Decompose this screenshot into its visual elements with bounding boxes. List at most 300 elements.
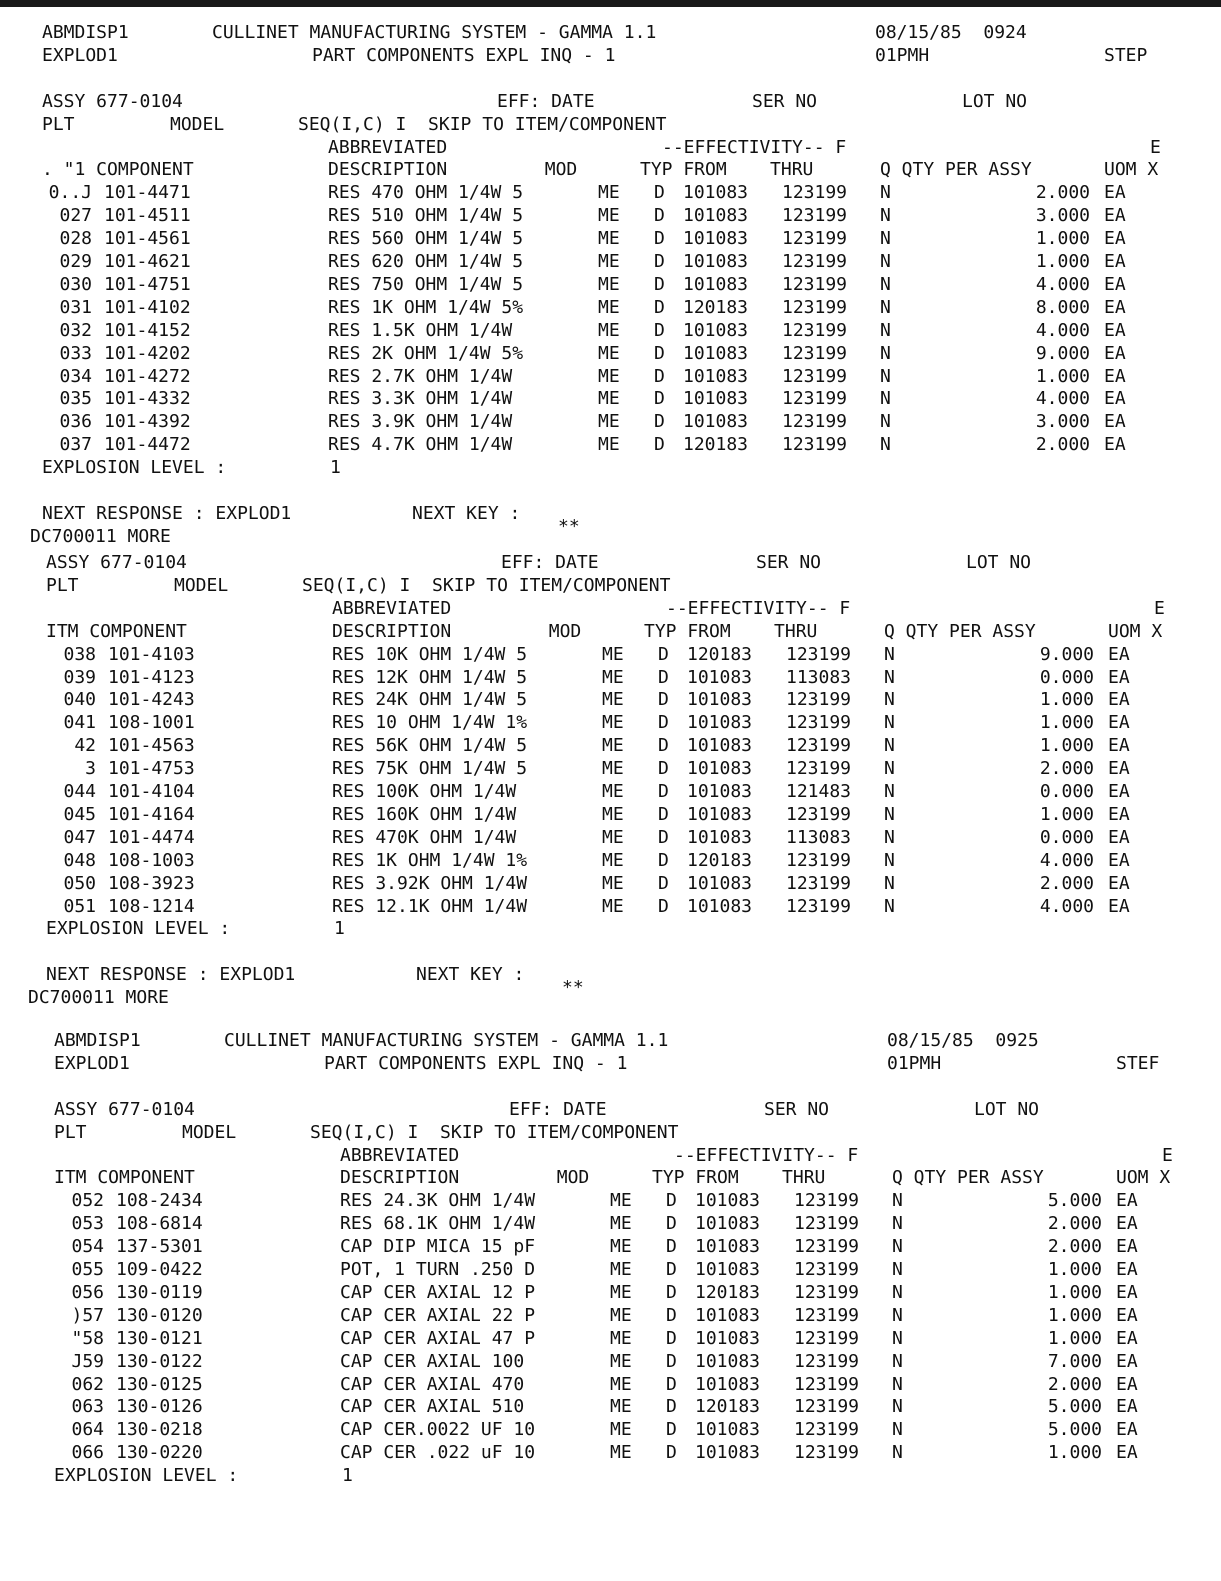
screen-title: PART COMPONENTS EXPL INQ - 1	[312, 44, 616, 66]
description: RES 510 OHM 1/4W 5	[328, 205, 524, 227]
description: RES 560 OHM 1/4W 5	[328, 228, 524, 250]
top-rule	[0, 0, 1221, 7]
explosion-level-label: EXPLOSION LEVEL :	[54, 1465, 239, 1487]
lot-no-label: LOT NO	[974, 1098, 1040, 1120]
description: RES 1K OHM 1/4W 5%	[328, 296, 524, 318]
typ-code: D	[666, 1396, 677, 1418]
eff-date-label: EFF: DATE	[497, 90, 595, 112]
component-number: 109-0422	[116, 1259, 203, 1280]
q-flag: N	[892, 1236, 903, 1258]
header-itm-component: ITM COMPONENT	[46, 620, 187, 642]
assy-number: ASSY 677-0104	[42, 90, 183, 112]
ser-no-label: SER NO	[752, 90, 818, 112]
typ-code: D	[666, 1236, 677, 1258]
e-label: E	[1162, 1144, 1173, 1166]
item-number: 050	[63, 872, 96, 894]
mod-code: ME	[602, 689, 624, 711]
system-title: CULLINET MANUFACTURING SYSTEM - GAMMA 1.1	[224, 1030, 669, 1051]
abbreviated-label: ABBREVIATED	[332, 597, 452, 619]
table-row	[54, 1213, 1214, 1235]
table-row	[54, 1419, 1214, 1441]
description: RES 24.3K OHM 1/4W	[340, 1190, 536, 1212]
eff-thru: 123199	[794, 1442, 860, 1464]
component-number: 137-5301	[116, 1236, 203, 1258]
typ-code: D	[666, 1190, 677, 1212]
uom: EA	[1108, 781, 1130, 802]
component-number: 130-0121	[116, 1327, 203, 1349]
user-id: 01PMH	[887, 1052, 942, 1074]
qty-per-assy: 5.000	[1047, 1419, 1102, 1441]
eff-from: 101083	[687, 781, 753, 802]
description: RES 24K OHM 1/4W 5	[332, 689, 528, 711]
typ-code: D	[654, 273, 665, 295]
description: RES 470K OHM 1/4W	[332, 826, 517, 848]
typ-code: D	[666, 1213, 677, 1235]
uom: EA	[1104, 319, 1126, 341]
qty-per-assy: 1.000	[1035, 228, 1090, 250]
header-uom: UOM X	[1104, 159, 1159, 181]
typ-code: D	[654, 342, 665, 364]
mod-code: ME	[602, 758, 624, 780]
q-flag: N	[884, 872, 895, 894]
uom: EA	[1116, 1350, 1138, 1372]
table-row	[46, 804, 1206, 826]
plt-label: PLT	[46, 574, 79, 596]
mod-code: ME	[602, 643, 624, 665]
explosion-level-label: EXPLOSION LEVEL :	[42, 457, 227, 479]
table-row	[54, 1190, 1214, 1212]
uom: EA	[1116, 1259, 1138, 1280]
component-number: 101-4123	[108, 666, 195, 688]
effectivity-label: --EFFECTIVITY-- F	[666, 597, 851, 619]
date-time: 08/15/85 0924	[875, 22, 1027, 43]
typ-code: D	[666, 1327, 677, 1349]
q-flag: N	[892, 1442, 903, 1464]
eff-thru: 123199	[794, 1327, 860, 1349]
q-flag: N	[880, 182, 891, 204]
lot-no-label: LOT NO	[962, 90, 1028, 112]
qty-per-assy: 2.000	[1047, 1373, 1102, 1395]
qty-per-assy: 4.000	[1035, 388, 1090, 410]
uom: EA	[1116, 1304, 1138, 1326]
table-row	[46, 873, 1206, 895]
ser-no-label: SER NO	[756, 552, 822, 573]
mod-code: ME	[602, 803, 624, 825]
system-id: ABMDISP1	[54, 1030, 141, 1051]
abbreviated-label: ABBREVIATED	[340, 1144, 460, 1166]
typ-code: D	[654, 205, 665, 227]
description: RES 160K OHM 1/4W	[332, 803, 517, 825]
description: RES 75K OHM 1/4W 5	[332, 758, 528, 780]
component-number: 101-4471	[104, 182, 191, 204]
typ-code: D	[658, 735, 669, 757]
item-number: 047	[63, 826, 96, 848]
eff-thru: 123199	[794, 1190, 860, 1212]
eff-from: 101083	[683, 319, 749, 341]
mod-code: ME	[610, 1281, 632, 1303]
q-flag: N	[880, 273, 891, 295]
table-row	[42, 343, 1202, 365]
eff-from: 101083	[687, 872, 753, 894]
table-row	[42, 411, 1202, 433]
typ-code: D	[658, 895, 669, 917]
eff-from: 120183	[687, 849, 753, 871]
qty-per-assy: 1.000	[1047, 1304, 1102, 1326]
typ-code: D	[658, 781, 669, 802]
description: RES 2K OHM 1/4W 5%	[328, 342, 524, 364]
eff-from: 101083	[683, 228, 749, 250]
eff-from: 101083	[687, 803, 753, 825]
qty-per-assy: 8.000	[1035, 296, 1090, 318]
uom: EA	[1108, 735, 1130, 757]
explosion-level-value: 1	[342, 1465, 353, 1487]
description: RES 12.1K OHM 1/4W	[332, 895, 528, 917]
component-number: 108-1001	[108, 712, 195, 734]
eff-thru: 123199	[782, 365, 848, 387]
q-flag: N	[892, 1396, 903, 1418]
table-row	[54, 1351, 1214, 1373]
q-flag: N	[884, 689, 895, 711]
eff-thru: 123199	[782, 411, 848, 433]
qty-per-assy: 2.000	[1039, 758, 1094, 780]
table-row	[42, 274, 1202, 296]
mod-code: ME	[602, 849, 624, 871]
table-row	[54, 1305, 1214, 1327]
eff-thru: 123199	[786, 895, 852, 917]
q-flag: N	[880, 434, 891, 456]
component-number: 101-4102	[104, 296, 191, 318]
table-row	[42, 434, 1202, 456]
seq-skip-field: SEQ(I,C) I SKIP TO ITEM/COMPONENT	[298, 113, 667, 135]
uom: EA	[1116, 1327, 1138, 1349]
typ-code: D	[654, 365, 665, 387]
qty-per-assy: 2.000	[1047, 1213, 1102, 1235]
typ-code: D	[658, 643, 669, 665]
qty-per-assy: 2.000	[1035, 182, 1090, 204]
eff-from: 101083	[687, 666, 753, 688]
qty-per-assy: 3.000	[1035, 411, 1090, 433]
mod-code: ME	[610, 1373, 632, 1395]
table-row	[54, 1236, 1214, 1258]
eff-from: 101083	[683, 388, 749, 410]
eff-from: 101083	[695, 1327, 761, 1349]
model-label: MODEL	[182, 1121, 237, 1143]
eff-thru: 113083	[786, 666, 852, 688]
table-row	[42, 251, 1202, 273]
eff-thru: 123199	[794, 1419, 860, 1441]
table-row	[46, 781, 1206, 803]
eff-thru: 123199	[782, 182, 848, 204]
component-number: 130-0119	[116, 1281, 203, 1303]
model-label: MODEL	[170, 113, 225, 135]
uom: EA	[1104, 205, 1126, 227]
mod-code: ME	[598, 411, 620, 433]
qty-per-assy: 1.000	[1047, 1281, 1102, 1303]
eff-date-label: EFF: DATE	[509, 1098, 607, 1120]
q-flag: N	[892, 1350, 903, 1372]
uom: EA	[1104, 434, 1126, 456]
eff-from: 101083	[683, 273, 749, 295]
description: CAP CER AXIAL 100	[340, 1350, 525, 1372]
mod-code: ME	[610, 1396, 632, 1418]
description: RES 3.9K OHM 1/4W	[328, 411, 513, 433]
effectivity-label: --EFFECTIVITY-- F	[674, 1144, 859, 1166]
q-flag: N	[880, 228, 891, 250]
eff-thru: 123199	[786, 712, 852, 734]
item-number: 030	[59, 273, 92, 295]
qty-per-assy: 9.000	[1035, 342, 1090, 364]
step-label: STEF	[1116, 1052, 1160, 1074]
item-number: 041	[63, 712, 96, 734]
q-flag: N	[880, 388, 891, 410]
q-flag: N	[884, 803, 895, 825]
stars: **	[562, 977, 584, 999]
step-label: STEP	[1104, 44, 1148, 66]
typ-code: D	[654, 388, 665, 410]
item-number: 027	[59, 205, 92, 227]
eff-from: 101083	[683, 365, 749, 387]
description: RES 68.1K OHM 1/4W	[340, 1213, 536, 1235]
eff-thru: 123199	[786, 803, 852, 825]
mod-code: ME	[610, 1350, 632, 1372]
q-flag: N	[884, 758, 895, 780]
description: RES 56K OHM 1/4W 5	[332, 735, 528, 757]
description: CAP CER.0022 UF 10	[340, 1419, 536, 1441]
eff-from: 101083	[687, 689, 753, 711]
item-number: "58	[71, 1327, 104, 1349]
next-key: NEXT KEY :	[416, 964, 525, 986]
item-number: 056	[71, 1281, 104, 1303]
component-number: 108-1003	[108, 849, 195, 871]
mod-code: ME	[610, 1259, 632, 1280]
eff-thru: 123199	[786, 872, 852, 894]
eff-from: 120183	[683, 434, 749, 456]
uom: EA	[1108, 872, 1130, 894]
typ-code: D	[666, 1281, 677, 1303]
description: RES 3.3K OHM 1/4W	[328, 388, 513, 410]
description: RES 750 OHM 1/4W 5	[328, 273, 524, 295]
eff-thru: 123199	[794, 1396, 860, 1418]
table-row	[46, 758, 1206, 780]
eff-from: 120183	[683, 296, 749, 318]
table-row	[46, 689, 1206, 711]
eff-thru: 123199	[794, 1281, 860, 1303]
eff-thru: 123199	[794, 1259, 860, 1280]
eff-thru: 123199	[782, 228, 848, 250]
next-key: NEXT KEY :	[412, 502, 521, 524]
item-number: 035	[59, 388, 92, 410]
typ-code: D	[658, 758, 669, 780]
qty-per-assy: 1.000	[1047, 1442, 1102, 1464]
item-number: 039	[63, 666, 96, 688]
component-number: 101-4511	[104, 205, 191, 227]
uom: EA	[1116, 1236, 1138, 1258]
table-row	[54, 1328, 1214, 1350]
description: RES 3.92K OHM 1/4W	[332, 872, 528, 894]
q-flag: N	[880, 342, 891, 364]
uom: EA	[1104, 365, 1126, 387]
table-row	[46, 850, 1206, 872]
header-description-mod: DESCRIPTION MOD	[340, 1167, 590, 1189]
eff-from: 101083	[687, 712, 753, 734]
qty-per-assy: 7.000	[1047, 1350, 1102, 1372]
header-description-mod: DESCRIPTION MOD	[328, 159, 578, 181]
qty-per-assy: 4.000	[1039, 895, 1094, 917]
component-number: 101-4563	[108, 735, 195, 757]
item-number: 033	[59, 342, 92, 364]
description: RES 10K OHM 1/4W 5	[332, 643, 528, 665]
eff-from: 101083	[695, 1236, 761, 1258]
qty-per-assy: 1.000	[1047, 1259, 1102, 1280]
component-number: 130-0125	[116, 1373, 203, 1395]
plt-label: PLT	[42, 113, 75, 135]
mod-code: ME	[602, 712, 624, 734]
mod-code: ME	[598, 342, 620, 364]
eff-thru: 123199	[782, 388, 848, 410]
mod-code: ME	[610, 1419, 632, 1441]
typ-code: D	[666, 1259, 677, 1280]
eff-thru: 123199	[794, 1304, 860, 1326]
typ-code: D	[666, 1419, 677, 1441]
typ-code: D	[654, 434, 665, 456]
eff-thru: 123199	[794, 1236, 860, 1258]
description: RES 12K OHM 1/4W 5	[332, 666, 528, 688]
eff-from: 101083	[695, 1373, 761, 1395]
q-flag: N	[892, 1419, 903, 1441]
qty-per-assy: 1.000	[1039, 689, 1094, 711]
eff-from: 101083	[695, 1213, 761, 1235]
eff-from: 101083	[683, 251, 749, 272]
qty-per-assy: 1.000	[1035, 251, 1090, 272]
item-number: 0..J	[48, 182, 92, 204]
mod-code: ME	[610, 1213, 632, 1235]
eff-from: 101083	[687, 758, 753, 780]
qty-per-assy: 1.000	[1035, 365, 1090, 387]
item-number: 066	[71, 1442, 104, 1464]
table-row	[42, 297, 1202, 319]
table-row	[42, 182, 1202, 204]
header-itm-component: . "1 COMPONENT	[42, 159, 194, 181]
description: RES 2.7K OHM 1/4W	[328, 365, 513, 387]
header-q-qty: Q QTY PER ASSY	[892, 1167, 1044, 1189]
q-flag: N	[880, 296, 891, 318]
more-indicator: DC700011 MORE	[28, 987, 169, 1009]
eff-thru: 123199	[786, 689, 852, 711]
item-number: 028	[59, 228, 92, 250]
mod-code: ME	[602, 826, 624, 848]
table-row	[42, 320, 1202, 342]
effectivity-label: --EFFECTIVITY-- F	[662, 136, 847, 158]
mod-code: ME	[598, 434, 620, 456]
eff-thru: 123199	[782, 296, 848, 318]
mod-code: ME	[610, 1236, 632, 1258]
eff-thru: 113083	[786, 826, 852, 848]
item-number: 3	[85, 758, 96, 780]
item-number: 064	[71, 1419, 104, 1441]
q-flag: N	[884, 781, 895, 802]
table-row	[42, 228, 1202, 250]
typ-code: D	[654, 182, 665, 204]
qty-per-assy: 2.000	[1035, 434, 1090, 456]
uom: EA	[1104, 411, 1126, 433]
component-number: 130-0220	[116, 1442, 203, 1464]
table-row	[54, 1259, 1214, 1281]
item-number: 052	[71, 1190, 104, 1212]
component-number: 101-4561	[104, 228, 191, 250]
description: CAP CER AXIAL 22 P	[340, 1304, 536, 1326]
table-row	[42, 388, 1202, 410]
assy-number: ASSY 677-0104	[46, 552, 187, 573]
typ-code: D	[658, 849, 669, 871]
uom: EA	[1108, 666, 1130, 688]
header-q-qty: Q QTY PER ASSY	[884, 620, 1036, 642]
typ-code: D	[654, 319, 665, 341]
assy-number: ASSY 677-0104	[54, 1098, 195, 1120]
component-number: 130-0126	[116, 1396, 203, 1418]
item-number: 055	[71, 1259, 104, 1280]
description: RES 10 OHM 1/4W 1%	[332, 712, 528, 734]
eff-thru: 123199	[786, 849, 852, 871]
mod-code: ME	[598, 296, 620, 318]
item-number: 42	[74, 735, 96, 757]
eff-thru: 123199	[782, 273, 848, 295]
eff-from: 120183	[695, 1281, 761, 1303]
uom: EA	[1104, 296, 1126, 318]
description: RES 100K OHM 1/4W	[332, 781, 517, 802]
more-indicator: DC700011 MORE	[30, 525, 171, 547]
uom: EA	[1104, 228, 1126, 250]
item-number: 031	[59, 296, 92, 318]
header-typ-from-thru: TYP FROM THRU	[644, 620, 818, 642]
mod-code: ME	[610, 1190, 632, 1212]
header-typ-from-thru: TYP FROM THRU	[640, 159, 814, 181]
typ-code: D	[654, 411, 665, 433]
mod-code: ME	[598, 205, 620, 227]
component-number: 108-2434	[116, 1190, 203, 1212]
header-uom: UOM X	[1116, 1167, 1171, 1189]
table-row	[46, 735, 1206, 757]
component-number: 108-1214	[108, 895, 195, 917]
component-number: 101-4243	[108, 689, 195, 711]
item-number: 044	[63, 781, 96, 802]
description: RES 470 OHM 1/4W 5	[328, 182, 524, 204]
eff-from: 120183	[687, 643, 753, 665]
seq-skip-field: SEQ(I,C) I SKIP TO ITEM/COMPONENT	[302, 574, 671, 596]
description: POT, 1 TURN .250 D	[340, 1259, 536, 1280]
eff-from: 101083	[687, 895, 753, 917]
abbreviated-label: ABBREVIATED	[328, 136, 448, 158]
description: RES 4.7K OHM 1/4W	[328, 434, 513, 456]
qty-per-assy: 5.000	[1047, 1396, 1102, 1418]
explosion-level-label: EXPLOSION LEVEL :	[46, 918, 231, 940]
ser-no-label: SER NO	[764, 1098, 830, 1120]
qty-per-assy: 0.000	[1039, 781, 1094, 802]
typ-code: D	[666, 1350, 677, 1372]
uom: EA	[1116, 1281, 1138, 1303]
mod-code: ME	[598, 251, 620, 272]
table-row	[54, 1282, 1214, 1304]
mod-code: ME	[598, 388, 620, 410]
mod-code: ME	[602, 781, 624, 802]
table-row	[46, 827, 1206, 849]
explosion-level-value: 1	[330, 457, 341, 479]
description: CAP CER AXIAL 12 P	[340, 1281, 536, 1303]
qty-per-assy: 4.000	[1039, 849, 1094, 871]
typ-code: D	[666, 1304, 677, 1326]
description: RES 1.5K OHM 1/4W	[328, 319, 513, 341]
eff-thru: 123199	[782, 434, 848, 456]
q-flag: N	[884, 826, 895, 848]
